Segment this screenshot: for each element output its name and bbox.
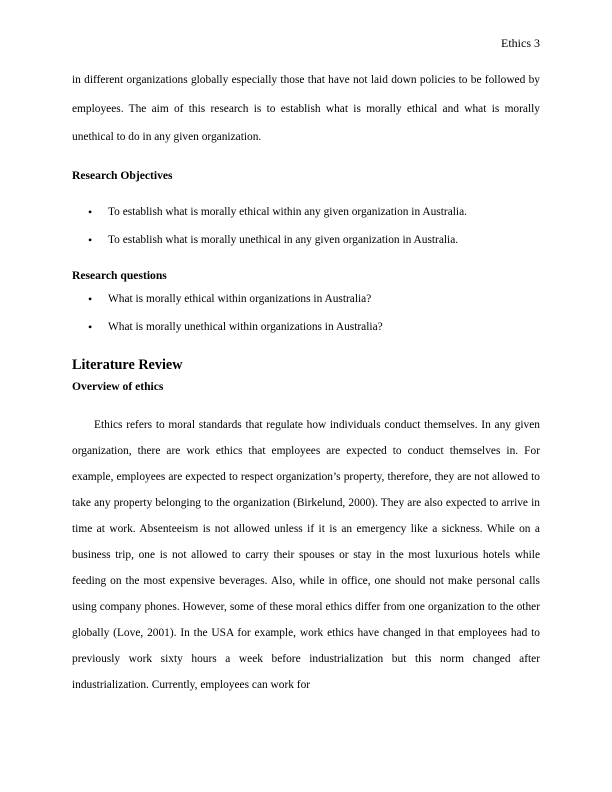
intro-paragraph: in different organizations globally especially those that have not laid down policies to be followed by employees. The aim of this research is to establish what is morally ethical and what is morally unethical to do in any given organization. — [72, 74, 540, 143]
literature-review-heading: Literature Review — [72, 356, 183, 373]
bullet-icon: • — [88, 291, 93, 306]
list-item — [72, 320, 540, 334]
list-item — [72, 292, 540, 306]
page-content — [72, 66, 540, 698]
list-item-text: What is morally unethical within organizations in Australia? — [108, 320, 383, 333]
list-item-text: What is morally ethical within organizations in Australia? — [108, 292, 372, 305]
list-item — [72, 205, 540, 219]
research-objectives-heading: Research Objectives — [72, 168, 173, 182]
list-item — [72, 233, 540, 247]
bullet-icon: • — [88, 204, 93, 219]
overview-of-ethics-heading: Overview of ethics — [72, 379, 164, 393]
research-questions-list — [72, 292, 540, 334]
ethics-paragraph: Ethics refers to moral standards that regulate how individuals conduct themselves. In any given organization, there are work ethics that employees are expected to conduct themselves in. For example, employees are expected to respect organization’s property, therefore, they are not allowed to take any property belonging to the organization (Birkelund, 2000). They are also expected to arrive in time at work. Absenteeism is not allowed unless if it is an emergency like a sickness. While on a business trip, one is not allowed to carry their spouses or stay in the most luxurious hotels while feeding on the most expensive beverages. Also, while in office, one should not make personal calls using company phones. However, some of these moral ethics differ from one organization to the other globally (Love, 2001). In the USA for example, work ethics have changed in that employees had to previously work sixty hours a week before industrialization but this norm changed after industrialization. Currently, employees can work for — [72, 418, 540, 691]
bullet-icon: • — [88, 232, 93, 247]
running-head: Ethics 3 — [501, 36, 540, 50]
research-objectives-list — [72, 205, 540, 247]
bullet-icon: • — [88, 319, 93, 334]
list-item-text: To establish what is morally ethical within any given organization in Australia. — [108, 205, 467, 218]
research-questions-heading: Research questions — [72, 268, 167, 282]
list-item-text: To establish what is morally unethical in any given organization in Australia. — [108, 233, 459, 246]
